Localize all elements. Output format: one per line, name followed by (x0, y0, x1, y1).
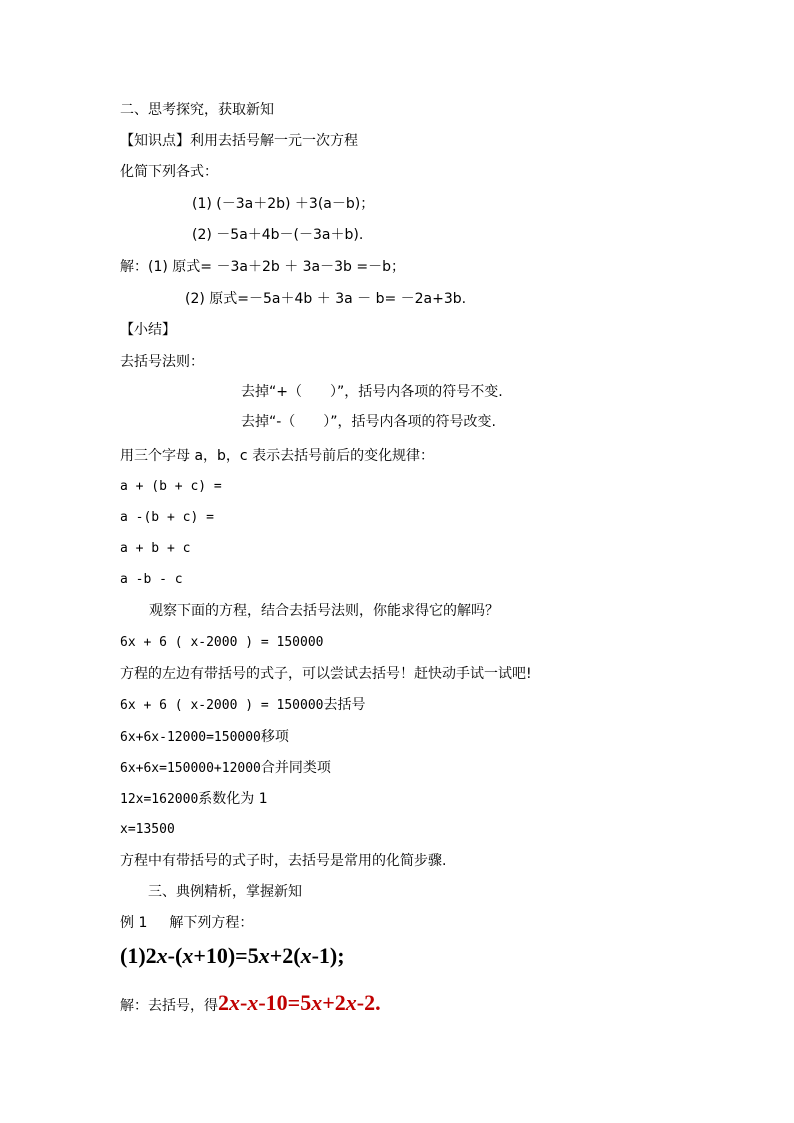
formula-1: a + (b + c) = (120, 479, 222, 494)
step-2-note: 移项 (260, 729, 289, 745)
example-1-line (120, 913, 253, 933)
observe-prompt: 观察下面的方程，结合去括号法则，你能求得它的解吗？ (149, 603, 499, 619)
section-three-title: 三、典例精析，掌握新知 (148, 884, 302, 900)
step-3-expression: 6x+6x=150000+12000 (120, 761, 261, 776)
step-4 (120, 789, 268, 810)
step-2-expression: 6x+6x-12000=150000 (120, 730, 261, 745)
step-4-expression: 12x=162000 (120, 792, 199, 807)
simplify-prompt: 化简下列各式： (120, 164, 218, 180)
step-1-note: 去括号 (323, 697, 366, 713)
formula-2: a -(b + c) = (120, 510, 214, 525)
formula-3: a + b + c (120, 541, 191, 556)
step-1-expression: 6x + 6 ( x-2000 ) = 150000 (120, 698, 324, 713)
step-5: x=13500 (120, 822, 175, 837)
example-solution (120, 990, 381, 1019)
example-prompt: 解下列方程： (169, 915, 254, 931)
expression-1: (1) (－3a＋2b) ＋3(a－b)； (192, 196, 375, 212)
step-3-note: 合并同类项 (260, 760, 331, 776)
step-4-note: 系数化为 1 (198, 791, 268, 807)
rule-plus: 去掉“+（ ）”，括号内各项的符号不变. (241, 384, 503, 400)
rule-minus: 去掉“-（ ）”，括号内各项的符号改变. (241, 414, 497, 430)
letters-prompt: 用三个字母 a，b，c 表示去括号前后的变化规律： (120, 448, 435, 464)
solution-2: (2) 原式=－5a＋4b ＋ 3a － b= －2a+3b. (185, 291, 467, 307)
step-3 (120, 758, 331, 779)
formula-4: a -b - c (120, 572, 183, 587)
conclusion: 方程中有带括号的式子时，去括号是常用的化简步骤. (120, 853, 447, 869)
solution-prefix: 解：去括号，得 (120, 998, 218, 1014)
expanded-equation: 2x-x-10=5x+2x-2. (218, 990, 381, 1015)
example-equation: (1)2x-(x+10)=5x+2(x-1); (120, 943, 345, 968)
solution-1: 解：(1) 原式= －3a＋2b ＋ 3a－3b =－b； (120, 259, 405, 275)
step-1 (120, 695, 366, 716)
step-2 (120, 727, 289, 748)
hint-text: 方程的左边有带括号的式子，可以尝试去括号！赶快动手试一试吧! (120, 666, 532, 682)
rule-title: 去括号法则： (120, 354, 204, 370)
equation: 6x + 6 ( x-2000 ) = 150000 (120, 635, 324, 650)
expression-2: (2) －5a＋4b－(－3a＋b). (192, 227, 364, 243)
example-label: 例 1 (120, 915, 148, 931)
summary-heading: 【小结】 (120, 322, 176, 338)
knowledge-point: 【知识点】利用去括号解一元一次方程 (120, 133, 358, 149)
section-two-title: 二、思考探究，获取新知 (120, 102, 274, 118)
